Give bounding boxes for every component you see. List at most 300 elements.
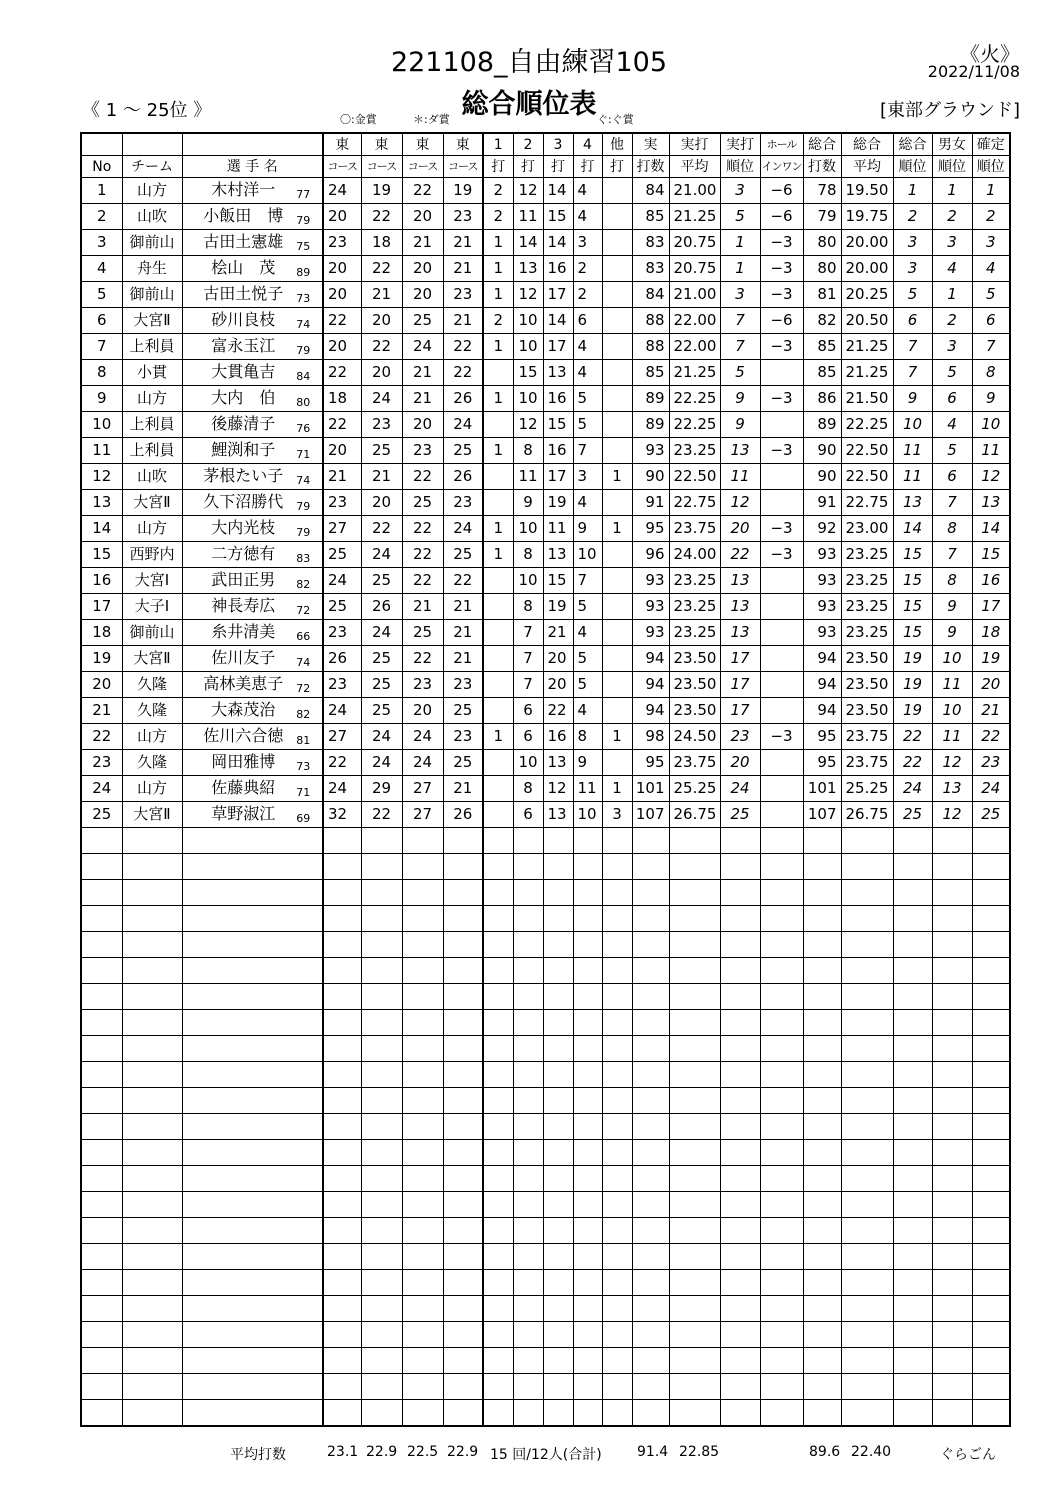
empty-cell — [483, 1166, 513, 1192]
cell-team: 山方 — [122, 386, 182, 412]
empty-cell — [932, 1062, 972, 1088]
cell-grank: 9 — [932, 620, 972, 646]
cell-trank: 15 — [893, 542, 932, 568]
cell-c2: 25 — [361, 646, 402, 672]
empty-cell — [543, 1348, 573, 1374]
cell-trank: 1 — [893, 178, 932, 204]
cell-so — [602, 750, 632, 776]
empty-cell — [669, 932, 720, 958]
empty-cell — [483, 1374, 513, 1400]
empty-cell — [893, 958, 932, 984]
player-name: 大内光枝 — [211, 517, 276, 537]
cell-s3: 16 — [543, 256, 573, 282]
table-row — [81, 568, 1010, 594]
cell-c2: 24 — [361, 542, 402, 568]
empty-cell — [182, 1192, 323, 1218]
cell-no: 25 — [81, 802, 122, 828]
cell-s1: 1 — [483, 256, 513, 282]
cell-team: 西野内 — [122, 542, 182, 568]
page-subtitle: 総合順位表 — [461, 89, 597, 120]
empty-cell — [402, 1010, 443, 1036]
column-header: 打 — [483, 156, 513, 178]
empty-cell — [483, 1010, 513, 1036]
empty-cell — [361, 1192, 402, 1218]
cell-s4: 3 — [573, 464, 602, 490]
empty-cell — [543, 1400, 573, 1427]
empty-cell — [443, 984, 483, 1010]
empty-row — [81, 1088, 1010, 1114]
cell-s4: 4 — [573, 360, 602, 386]
cell-grank: 12 — [932, 802, 972, 828]
cell-s4: 11 — [573, 776, 602, 802]
cell-avg: 23.25 — [669, 594, 720, 620]
cell-strokes: 95 — [632, 750, 669, 776]
empty-cell — [182, 1088, 323, 1114]
cell-c2: 21 — [361, 464, 402, 490]
cell-s1 — [483, 698, 513, 724]
cell-avg: 21.25 — [669, 204, 720, 230]
cell-s1 — [483, 750, 513, 776]
cell-c1: 25 — [323, 594, 361, 620]
empty-row — [81, 1374, 1010, 1400]
cell-c3: 22 — [402, 568, 443, 594]
cell-c2: 24 — [361, 750, 402, 776]
cell-rank: 24 — [720, 776, 760, 802]
empty-cell — [893, 880, 932, 906]
cell-strokes: 85 — [632, 204, 669, 230]
cell-avg: 24.00 — [669, 542, 720, 568]
empty-cell — [972, 1270, 1010, 1296]
player-age: 82 — [296, 577, 311, 591]
empty-cell — [443, 1270, 483, 1296]
cell-c4: 19 — [443, 178, 483, 204]
empty-row — [81, 854, 1010, 880]
empty-cell — [972, 1062, 1010, 1088]
cell-c3: 25 — [402, 620, 443, 646]
empty-cell — [182, 1114, 323, 1140]
cell-s2: 6 — [513, 724, 543, 750]
empty-cell — [182, 1062, 323, 1088]
empty-cell — [122, 906, 182, 932]
cell-grank: 7 — [932, 542, 972, 568]
empty-cell — [483, 854, 513, 880]
empty-cell — [669, 1166, 720, 1192]
cell-c3: 20 — [402, 256, 443, 282]
cell-rank: 13 — [720, 594, 760, 620]
cell-trank: 15 — [893, 620, 932, 646]
cell-no: 2 — [81, 204, 122, 230]
empty-cell — [573, 880, 602, 906]
empty-cell — [972, 828, 1010, 854]
empty-cell — [632, 1114, 669, 1140]
cell-s3: 13 — [543, 802, 573, 828]
empty-cell — [122, 1218, 182, 1244]
cell-c2: 24 — [361, 724, 402, 750]
cell-s2: 10 — [513, 516, 543, 542]
player-cell — [182, 464, 323, 490]
cell-c2: 20 — [361, 308, 402, 334]
empty-cell — [602, 932, 632, 958]
cell-s3: 16 — [543, 386, 573, 412]
cell-c4: 24 — [443, 412, 483, 438]
page-title: 221108_自由練習105 — [390, 47, 668, 78]
empty-cell — [483, 828, 513, 854]
cell-s2: 12 — [513, 412, 543, 438]
empty-cell — [361, 1270, 402, 1296]
cell-so — [602, 672, 632, 698]
empty-cell — [720, 854, 760, 880]
empty-cell — [720, 1192, 760, 1218]
empty-cell — [602, 854, 632, 880]
player-age: 76 — [296, 421, 311, 435]
cell-no: 18 — [81, 620, 122, 646]
empty-cell — [632, 1192, 669, 1218]
cell-s1 — [483, 568, 513, 594]
empty-cell — [543, 1088, 573, 1114]
cell-so: 3 — [602, 802, 632, 828]
empty-cell — [893, 1036, 932, 1062]
cell-c1: 22 — [323, 360, 361, 386]
column-header: 打数 — [632, 156, 669, 178]
empty-cell — [573, 828, 602, 854]
empty-cell — [182, 906, 323, 932]
empty-cell — [443, 1322, 483, 1348]
cell-avg: 23.25 — [669, 568, 720, 594]
cell-s4: 10 — [573, 802, 602, 828]
empty-cell — [483, 1296, 513, 1322]
cell-c3: 22 — [402, 516, 443, 542]
cell-no: 19 — [81, 646, 122, 672]
empty-cell — [361, 958, 402, 984]
empty-cell — [841, 1244, 893, 1270]
player-name: 岡田雅博 — [211, 751, 276, 771]
cell-tavg: 21.50 — [841, 386, 893, 412]
cell-so — [602, 542, 632, 568]
cell-c1: 18 — [323, 386, 361, 412]
empty-cell — [841, 932, 893, 958]
empty-cell — [402, 1166, 443, 1192]
empty-cell — [893, 828, 932, 854]
empty-cell — [122, 1062, 182, 1088]
empty-cell — [483, 932, 513, 958]
empty-cell — [513, 1296, 543, 1322]
cell-rank: 12 — [720, 490, 760, 516]
cell-grank: 4 — [932, 412, 972, 438]
empty-row — [81, 1036, 1010, 1062]
legend-gold-prize: 〇:金賞 — [340, 113, 377, 126]
empty-cell — [573, 1088, 602, 1114]
cell-tavg: 23.00 — [841, 516, 893, 542]
empty-cell — [513, 1166, 543, 1192]
empty-cell — [543, 854, 573, 880]
empty-cell — [803, 1010, 841, 1036]
empty-cell — [841, 906, 893, 932]
empty-cell — [182, 1374, 323, 1400]
cell-strokes: 93 — [632, 438, 669, 464]
cell-c1: 20 — [323, 438, 361, 464]
empty-cell — [632, 1374, 669, 1400]
cell-s2: 11 — [513, 204, 543, 230]
cell-no: 13 — [81, 490, 122, 516]
empty-cell — [402, 1374, 443, 1400]
empty-cell — [602, 1296, 632, 1322]
empty-cell — [443, 880, 483, 906]
column-header: 2 — [513, 133, 543, 156]
empty-cell — [122, 1400, 182, 1427]
empty-cell — [81, 1036, 122, 1062]
cell-total: 78 — [803, 178, 841, 204]
empty-cell — [543, 1036, 573, 1062]
cell-trank: 3 — [893, 230, 932, 256]
cell-c3: 25 — [402, 308, 443, 334]
cell-s2: 9 — [513, 490, 543, 516]
empty-cell — [361, 906, 402, 932]
empty-cell — [361, 1036, 402, 1062]
empty-cell — [443, 854, 483, 880]
empty-cell — [361, 1218, 402, 1244]
cell-team: 大子Ⅰ — [122, 594, 182, 620]
empty-cell — [760, 1218, 803, 1244]
column-header: コース — [402, 156, 443, 178]
empty-cell — [543, 1192, 573, 1218]
empty-cell — [602, 1322, 632, 1348]
cell-avg: 22.50 — [669, 464, 720, 490]
player-name: 久下沼勝代 — [203, 491, 284, 511]
cell-so: 1 — [602, 516, 632, 542]
cell-final: 11 — [972, 438, 1010, 464]
empty-cell — [513, 880, 543, 906]
empty-cell — [513, 1088, 543, 1114]
empty-cell — [122, 958, 182, 984]
cell-hio: −3 — [760, 516, 803, 542]
cell-team: 舟生 — [122, 256, 182, 282]
cell-final: 2 — [972, 204, 1010, 230]
player-cell — [182, 308, 323, 334]
empty-cell — [841, 880, 893, 906]
empty-cell — [323, 1270, 361, 1296]
cell-s3: 20 — [543, 646, 573, 672]
player-name: 武田正男 — [211, 569, 276, 589]
empty-cell — [720, 1062, 760, 1088]
cell-s1: 2 — [483, 178, 513, 204]
empty-row — [81, 1192, 1010, 1218]
cell-c1: 27 — [323, 516, 361, 542]
empty-cell — [632, 880, 669, 906]
cell-s1 — [483, 594, 513, 620]
player-name: 小飯田 博 — [203, 205, 284, 225]
empty-cell — [669, 1374, 720, 1400]
cell-s4: 5 — [573, 672, 602, 698]
empty-cell — [893, 1322, 932, 1348]
empty-cell — [483, 1244, 513, 1270]
empty-cell — [632, 1244, 669, 1270]
cell-s2: 14 — [513, 230, 543, 256]
cell-c1: 23 — [323, 230, 361, 256]
empty-cell — [483, 1088, 513, 1114]
cell-c4: 21 — [443, 620, 483, 646]
empty-cell — [402, 1114, 443, 1140]
empty-cell — [81, 1348, 122, 1374]
empty-cell — [632, 958, 669, 984]
cell-s1 — [483, 776, 513, 802]
cell-s4: 4 — [573, 334, 602, 360]
cell-trank: 19 — [893, 646, 932, 672]
empty-cell — [893, 932, 932, 958]
empty-cell — [443, 1062, 483, 1088]
cell-avg: 23.75 — [669, 516, 720, 542]
empty-cell — [122, 1244, 182, 1270]
empty-cell — [543, 880, 573, 906]
cell-total: 93 — [803, 568, 841, 594]
player-name: 佐藤典紹 — [211, 777, 276, 797]
empty-cell — [932, 880, 972, 906]
empty-cell — [760, 1192, 803, 1218]
empty-cell — [443, 906, 483, 932]
player-cell — [182, 568, 323, 594]
cell-rank: 23 — [720, 724, 760, 750]
cell-so — [602, 204, 632, 230]
cell-c4: 25 — [443, 750, 483, 776]
player-age: 77 — [296, 187, 311, 201]
cell-s3: 21 — [543, 620, 573, 646]
empty-cell — [323, 880, 361, 906]
cell-team: 上利員 — [122, 334, 182, 360]
empty-cell — [760, 1062, 803, 1088]
empty-cell — [122, 984, 182, 1010]
cell-c3: 24 — [402, 750, 443, 776]
empty-cell — [443, 1218, 483, 1244]
empty-cell — [573, 1218, 602, 1244]
empty-cell — [402, 854, 443, 880]
empty-row — [81, 1114, 1010, 1140]
empty-cell — [972, 1296, 1010, 1322]
cell-no: 11 — [81, 438, 122, 464]
cell-so — [602, 178, 632, 204]
cell-s3: 17 — [543, 334, 573, 360]
empty-cell — [972, 880, 1010, 906]
player-cell — [182, 230, 323, 256]
empty-cell — [972, 932, 1010, 958]
empty-cell — [893, 1062, 932, 1088]
cell-grank: 3 — [932, 334, 972, 360]
empty-cell — [402, 958, 443, 984]
empty-cell — [122, 1296, 182, 1322]
empty-cell — [760, 1348, 803, 1374]
empty-cell — [972, 984, 1010, 1010]
player-name: 佐川六合徳 — [203, 725, 284, 745]
empty-cell — [81, 1270, 122, 1296]
cell-tavg: 23.50 — [841, 698, 893, 724]
column-header: 東 — [443, 133, 483, 156]
player-age: 73 — [296, 759, 311, 773]
cell-s2: 12 — [513, 178, 543, 204]
column-header: ホール — [760, 133, 803, 156]
cell-trank: 15 — [893, 594, 932, 620]
player-age: 72 — [296, 603, 311, 617]
table-footer — [0, 1444, 1058, 1464]
empty-row — [81, 1166, 1010, 1192]
player-cell — [182, 516, 323, 542]
cell-c1: 24 — [323, 776, 361, 802]
table-row — [81, 724, 1010, 750]
player-age: 89 — [296, 265, 311, 279]
cell-no: 15 — [81, 542, 122, 568]
empty-cell — [972, 1114, 1010, 1140]
empty-cell — [543, 984, 573, 1010]
empty-cell — [443, 1010, 483, 1036]
empty-cell — [720, 1218, 760, 1244]
table-row — [81, 698, 1010, 724]
cell-grank: 3 — [932, 230, 972, 256]
player-name: 後藤清子 — [211, 413, 276, 433]
empty-row — [81, 1348, 1010, 1374]
cell-s1: 1 — [483, 438, 513, 464]
player-cell — [182, 776, 323, 802]
empty-cell — [932, 1244, 972, 1270]
cell-s2: 8 — [513, 438, 543, 464]
cell-team: 山吹 — [122, 204, 182, 230]
cell-team: 久隆 — [122, 698, 182, 724]
empty-cell — [760, 1166, 803, 1192]
cell-c4: 22 — [443, 360, 483, 386]
cell-s4: 6 — [573, 308, 602, 334]
cell-s2: 10 — [513, 308, 543, 334]
cell-c4: 25 — [443, 438, 483, 464]
empty-cell — [972, 1218, 1010, 1244]
cell-strokes: 93 — [632, 594, 669, 620]
empty-cell — [720, 1036, 760, 1062]
column-header: 順位 — [972, 156, 1010, 178]
empty-cell — [402, 906, 443, 932]
empty-cell — [443, 1166, 483, 1192]
cell-c4: 21 — [443, 230, 483, 256]
cell-avg: 23.50 — [669, 646, 720, 672]
empty-cell — [182, 1400, 323, 1427]
cell-rank: 5 — [720, 360, 760, 386]
empty-cell — [893, 1244, 932, 1270]
cell-hio: −3 — [760, 438, 803, 464]
cell-no: 8 — [81, 360, 122, 386]
empty-cell — [803, 958, 841, 984]
cell-c1: 20 — [323, 334, 361, 360]
empty-cell — [602, 1088, 632, 1114]
cell-strokes: 85 — [632, 360, 669, 386]
cell-c3: 27 — [402, 802, 443, 828]
cell-trank: 3 — [893, 256, 932, 282]
footer-label: 平均打数 — [230, 1447, 286, 1463]
player-cell — [182, 594, 323, 620]
empty-cell — [932, 1140, 972, 1166]
empty-cell — [720, 1244, 760, 1270]
cell-rank: 13 — [720, 438, 760, 464]
cell-tavg: 23.25 — [841, 594, 893, 620]
empty-cell — [81, 1296, 122, 1322]
cell-team: 大宮Ⅱ — [122, 802, 182, 828]
empty-cell — [669, 854, 720, 880]
cell-total: 90 — [803, 438, 841, 464]
empty-cell — [669, 1270, 720, 1296]
cell-team: 久隆 — [122, 750, 182, 776]
empty-cell — [893, 854, 932, 880]
cell-so — [602, 412, 632, 438]
empty-cell — [122, 1010, 182, 1036]
table-row — [81, 178, 1010, 204]
player-cell — [182, 412, 323, 438]
empty-cell — [81, 1114, 122, 1140]
empty-cell — [81, 906, 122, 932]
empty-cell — [573, 984, 602, 1010]
empty-cell — [932, 1322, 972, 1348]
